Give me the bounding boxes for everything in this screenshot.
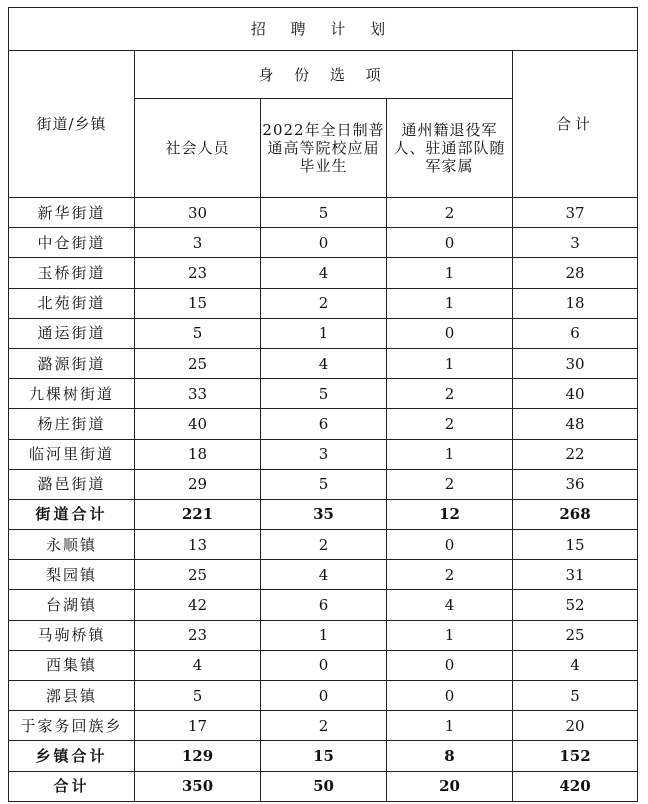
- veteran-count-cell: 1: [387, 258, 513, 288]
- veteran-count-cell: 2: [387, 560, 513, 590]
- subtotal-row: [9, 741, 638, 771]
- table-row: [9, 469, 638, 499]
- table-row: [9, 711, 638, 741]
- social-count-cell: 40: [135, 409, 261, 439]
- social-personnel-header: 社会人员: [135, 99, 261, 198]
- district-name-cell: 漷县镇: [9, 681, 135, 711]
- row-total-cell: 268: [513, 499, 638, 529]
- veteran-count-cell: 1: [387, 439, 513, 469]
- social-count-cell: 4: [135, 650, 261, 680]
- district-name-cell: 新华街道: [9, 198, 135, 228]
- social-count-cell: 30: [135, 198, 261, 228]
- veteran-count-cell: 2: [387, 469, 513, 499]
- row-total-cell: 18: [513, 288, 638, 318]
- graduate-count-cell: 5: [261, 379, 387, 409]
- graduate-count-cell: 3: [261, 439, 387, 469]
- veteran-count-cell: 0: [387, 650, 513, 680]
- social-count-cell: 29: [135, 469, 261, 499]
- veteran-count-cell: 4: [387, 590, 513, 620]
- veteran-count-cell: 1: [387, 711, 513, 741]
- veteran-count-cell: 8: [387, 741, 513, 771]
- row-total-cell: 6: [513, 318, 638, 348]
- graduate-count-cell: 2: [261, 288, 387, 318]
- graduate-count-cell: 4: [261, 348, 387, 378]
- row-total-cell: 3: [513, 228, 638, 258]
- table-row: [9, 590, 638, 620]
- veteran-count-cell: 0: [387, 228, 513, 258]
- district-name-cell: 杨庄街道: [9, 409, 135, 439]
- district-name-cell: 于家务回族乡: [9, 711, 135, 741]
- district-name-cell: 西集镇: [9, 650, 135, 680]
- social-count-cell: 17: [135, 711, 261, 741]
- graduate-count-cell: 6: [261, 409, 387, 439]
- graduate-count-cell: 1: [261, 318, 387, 348]
- graduate-count-cell: 1: [261, 620, 387, 650]
- veteran-count-cell: 2: [387, 198, 513, 228]
- row-total-cell: 40: [513, 379, 638, 409]
- graduate-count-cell: 2: [261, 711, 387, 741]
- social-count-cell: 3: [135, 228, 261, 258]
- district-name-cell: 通运街道: [9, 318, 135, 348]
- table-row: [9, 560, 638, 590]
- graduate-count-cell: 4: [261, 258, 387, 288]
- table-row: [9, 681, 638, 711]
- veteran-count-cell: 1: [387, 348, 513, 378]
- row-total-cell: 48: [513, 409, 638, 439]
- district-name-cell: 街道合计: [9, 499, 135, 529]
- social-count-cell: 15: [135, 288, 261, 318]
- veteran-count-cell: 1: [387, 288, 513, 318]
- row-total-cell: 25: [513, 620, 638, 650]
- graduate-header: 2022年全日制普通高等院校应届毕业生: [261, 99, 387, 198]
- subtotal-row: [9, 771, 638, 801]
- veteran-count-cell: 2: [387, 409, 513, 439]
- district-name-cell: 潞邑街道: [9, 469, 135, 499]
- social-count-cell: 25: [135, 348, 261, 378]
- district-name-cell: 马驹桥镇: [9, 620, 135, 650]
- social-count-cell: 5: [135, 681, 261, 711]
- row-total-cell: 420: [513, 771, 638, 801]
- identity-options-header: 身 份 选 项: [135, 51, 513, 99]
- district-name-cell: 梨园镇: [9, 560, 135, 590]
- social-count-cell: 33: [135, 379, 261, 409]
- graduate-count-cell: 0: [261, 681, 387, 711]
- veteran-count-cell: 12: [387, 499, 513, 529]
- row-total-cell: 5: [513, 681, 638, 711]
- district-name-cell: 中仓街道: [9, 228, 135, 258]
- district-name-cell: 乡镇合计: [9, 741, 135, 771]
- table-row: [9, 439, 638, 469]
- district-header: 街道/乡镇: [9, 51, 135, 198]
- graduate-count-cell: 5: [261, 469, 387, 499]
- district-name-cell: 潞源街道: [9, 348, 135, 378]
- table-row: [9, 379, 638, 409]
- social-count-cell: 23: [135, 620, 261, 650]
- graduate-count-cell: 35: [261, 499, 387, 529]
- row-total-cell: 52: [513, 590, 638, 620]
- social-count-cell: 42: [135, 590, 261, 620]
- district-name-cell: 北苑街道: [9, 288, 135, 318]
- row-total-cell: 15: [513, 530, 638, 560]
- subtotal-row: [9, 499, 638, 529]
- table-row: [9, 228, 638, 258]
- row-total-cell: 20: [513, 711, 638, 741]
- veteran-count-cell: 0: [387, 318, 513, 348]
- row-total-cell: 28: [513, 258, 638, 288]
- social-count-cell: 129: [135, 741, 261, 771]
- veteran-count-cell: 2: [387, 379, 513, 409]
- row-total-cell: 36: [513, 469, 638, 499]
- graduate-count-cell: 50: [261, 771, 387, 801]
- table-row: [9, 530, 638, 560]
- graduate-count-cell: 15: [261, 741, 387, 771]
- graduate-count-cell: 4: [261, 560, 387, 590]
- table-row: [9, 318, 638, 348]
- social-count-cell: 221: [135, 499, 261, 529]
- row-total-cell: 30: [513, 348, 638, 378]
- graduate-count-cell: 6: [261, 590, 387, 620]
- social-count-cell: 350: [135, 771, 261, 801]
- social-count-cell: 25: [135, 560, 261, 590]
- district-name-cell: 台湖镇: [9, 590, 135, 620]
- social-count-cell: 5: [135, 318, 261, 348]
- graduate-count-cell: 2: [261, 530, 387, 560]
- veteran-family-header: 通州籍退役军人、驻通部队随军家属: [387, 99, 513, 198]
- social-count-cell: 18: [135, 439, 261, 469]
- recruitment-plan-table: [8, 7, 638, 802]
- district-name-cell: 永顺镇: [9, 530, 135, 560]
- veteran-count-cell: 0: [387, 681, 513, 711]
- district-name-cell: 九棵树街道: [9, 379, 135, 409]
- social-count-cell: 13: [135, 530, 261, 560]
- total-header: 合计: [513, 51, 638, 198]
- district-name-cell: 合计: [9, 771, 135, 801]
- row-total-cell: 37: [513, 198, 638, 228]
- graduate-count-cell: 0: [261, 650, 387, 680]
- veteran-count-cell: 1: [387, 620, 513, 650]
- veteran-count-cell: 0: [387, 530, 513, 560]
- row-total-cell: 22: [513, 439, 638, 469]
- district-name-cell: 玉桥街道: [9, 258, 135, 288]
- veteran-count-cell: 20: [387, 771, 513, 801]
- social-count-cell: 23: [135, 258, 261, 288]
- row-total-cell: 4: [513, 650, 638, 680]
- graduate-count-cell: 5: [261, 198, 387, 228]
- table-row: [9, 650, 638, 680]
- row-total-cell: 152: [513, 741, 638, 771]
- table-title: 招 聘 计 划: [9, 8, 638, 51]
- table-row: [9, 409, 638, 439]
- table-row: [9, 620, 638, 650]
- district-name-cell: 临河里街道: [9, 439, 135, 469]
- table-row: [9, 348, 638, 378]
- graduate-count-cell: 0: [261, 228, 387, 258]
- row-total-cell: 31: [513, 560, 638, 590]
- table-row: [9, 288, 638, 318]
- table-row: [9, 258, 638, 288]
- table-row: [9, 198, 638, 228]
